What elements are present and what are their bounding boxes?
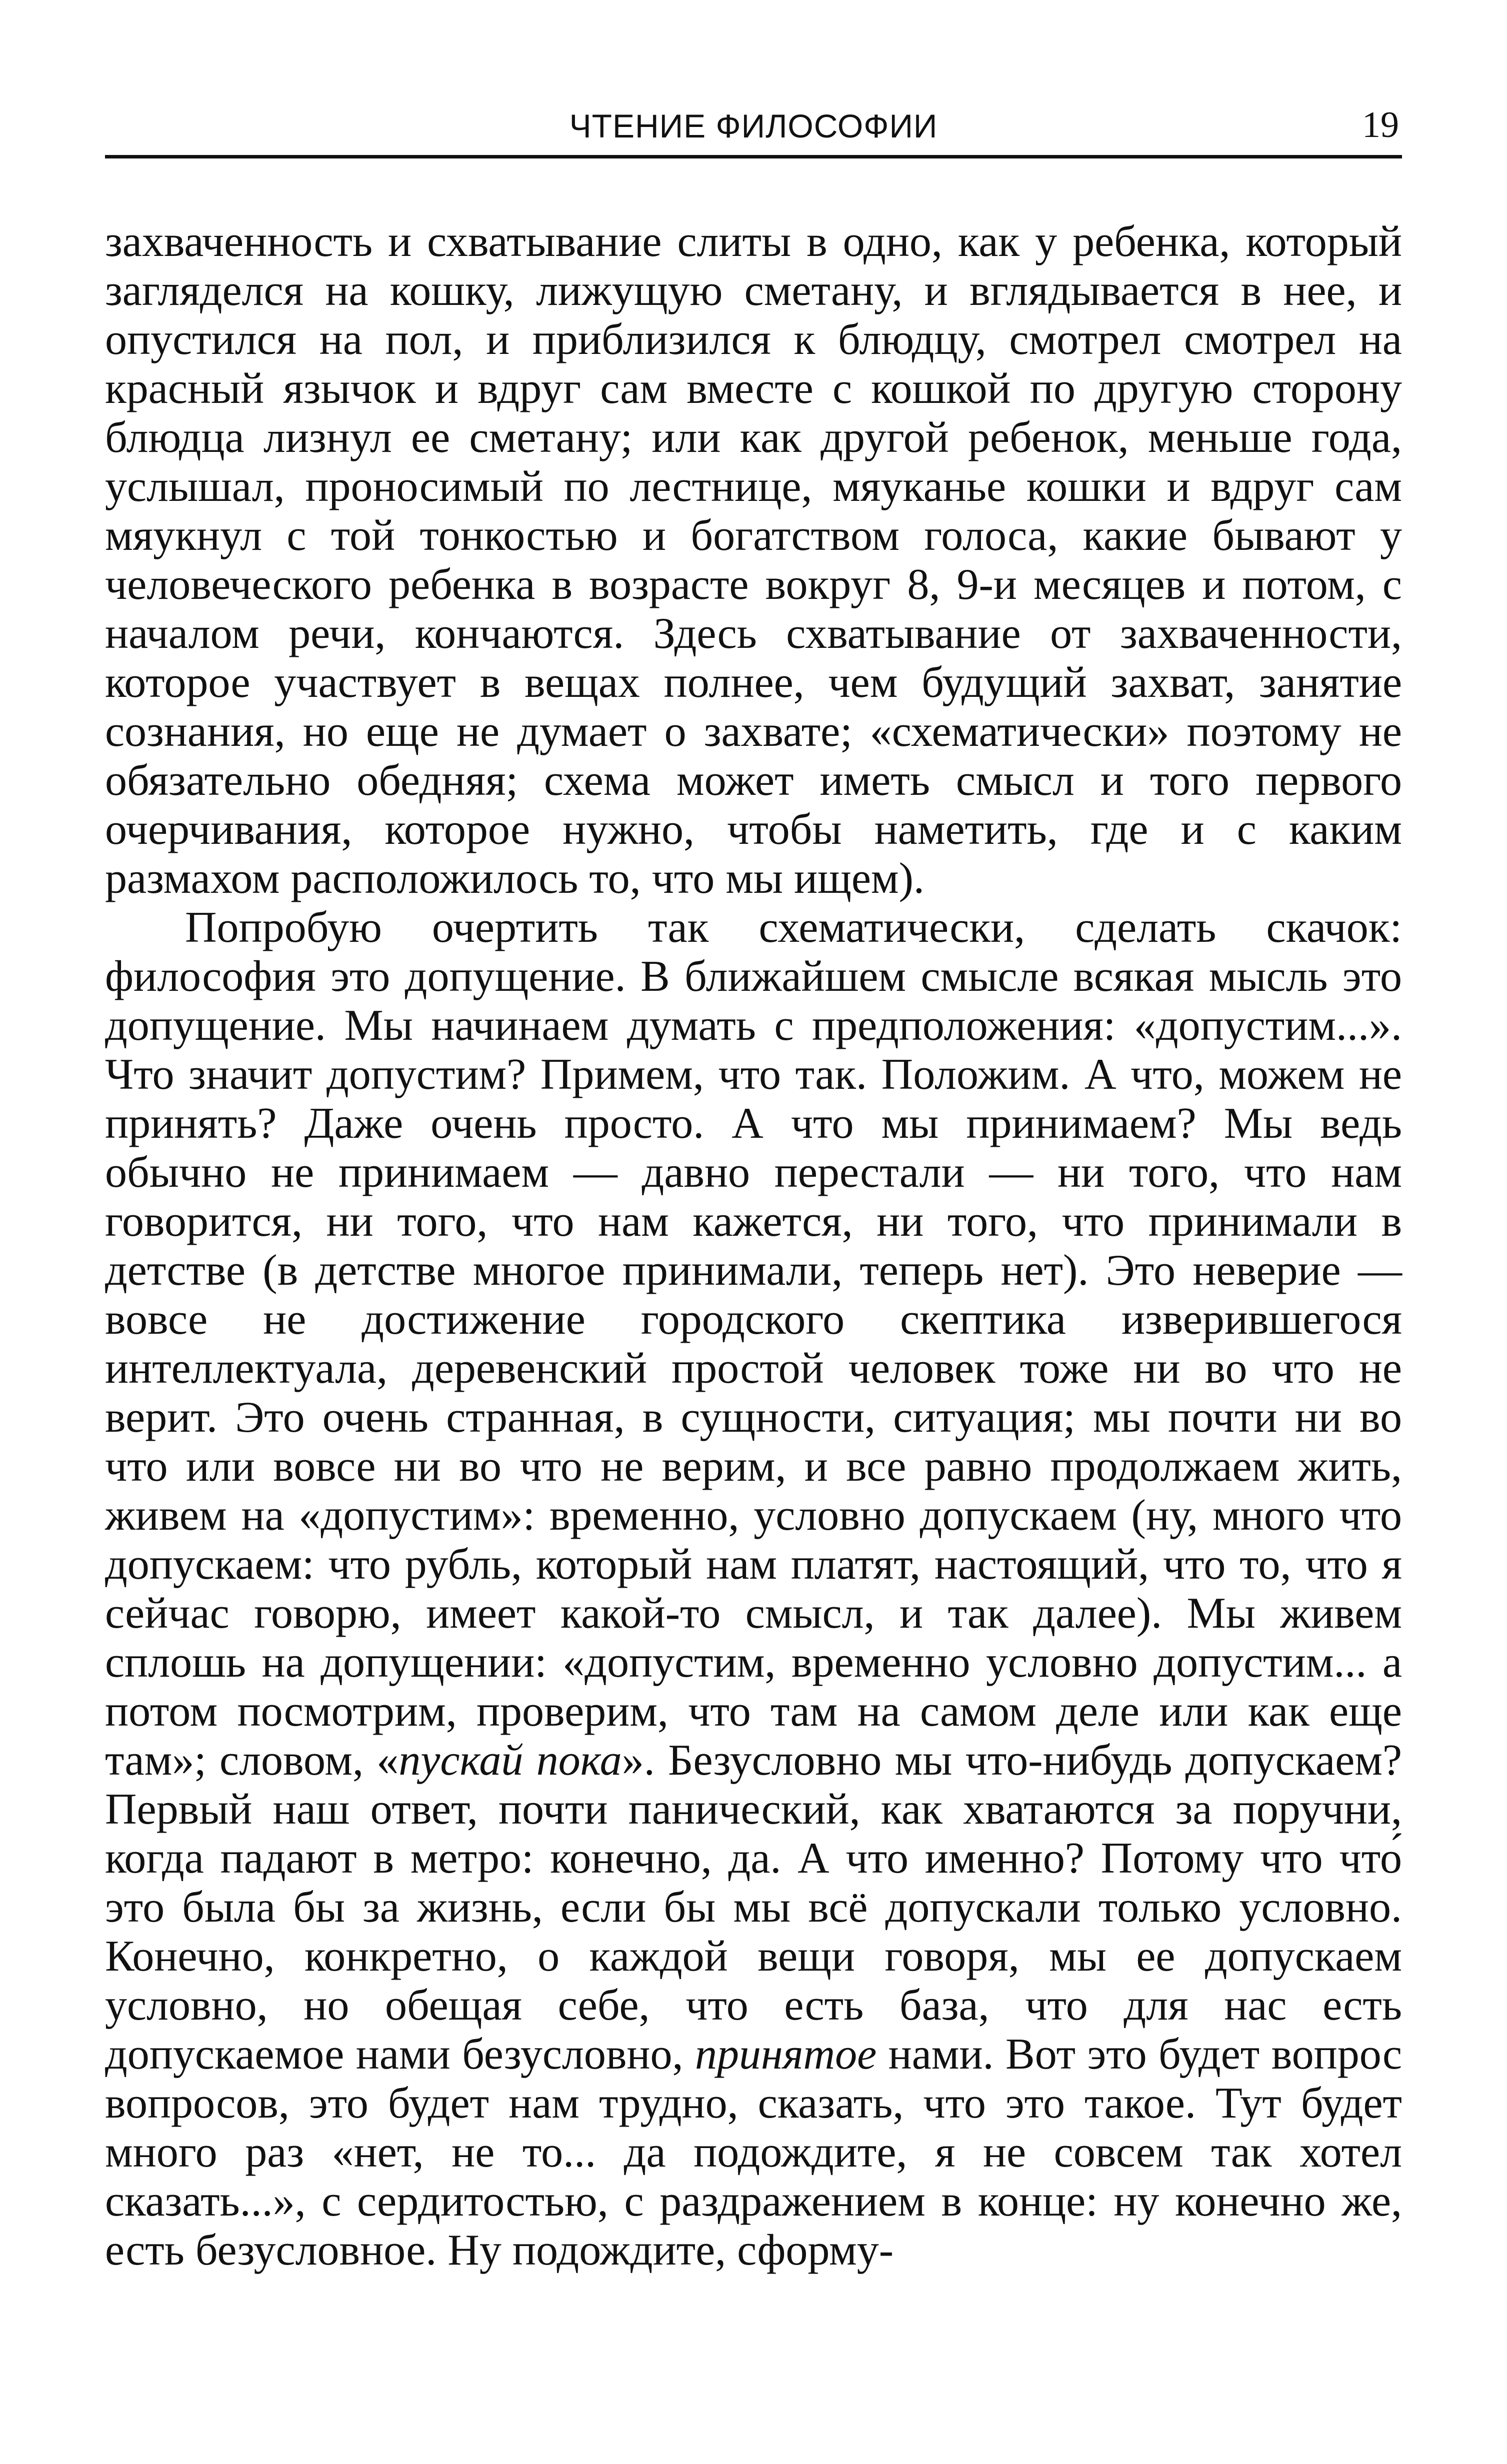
italic-phrase: пускай пока <box>398 1736 622 1785</box>
text-segment: нами. Вот это будет вопрос вопросов, это будет нам трудно, сказать, что это такое. Тут будет много раз «нет, не то... да подождите, я не совсем так хотел сказать...», с сердитостью, с раздражением в конце: ну конечно же, есть безусловное. Ну подождите, сформу- <box>105 2030 1402 2275</box>
page-number: 19 <box>1362 104 1399 145</box>
paragraph-2 <box>105 903 1402 2275</box>
text-segment: Попробую очертить так схематически, сделать скачок: философия это допущение. В ближайшем смысле всякая мысль это допущение. Мы начинаем думать с предположения: «допустим...». Что значит допустим? Примем, что так. Положим. А что, можем не принять? Даже очень просто. А что мы принимаем? Мы ведь обычно не принимаем — давно перестали — ни того, что нам говорится, ни того, что нам кажется, ни того, что принимали в детстве (в детстве многое принимали, теперь нет). Это неверие — вовсе не достижение городского скептика изверившегося интеллектуала, деревенский простой человек тоже ни во что не верит. Это очень странная, в сущности, ситуация; мы почти ни во что или вовсе ни во что не верим, и все равно продолжаем жить, живем на «допустим»: временно, условно допускаем (ну, много что допускаем: что рубль, который нам платят, настоящий, что то, что я сейчас говорю, имеет какой-то смысл, и так далее). Мы живем сплошь на допущении: «допустим, временно условно допустим... а потом посмотрим, проверим, что там на самом деле или как еще там»; словом, « <box>105 903 1402 1785</box>
text-segment: захваченность и схватывание слиты в одно, как у ребенка, который загляделся на кошку, лижущую сметану, и вглядывается в нее, и опустился на пол, и приблизился к блюдцу, смотрел смотрел на красный язычок и вдруг сам вместе с кошкой по другую сторону блюдца лизнул ее сметану; или как другой ребенок, меньше года, услышал, проносимый по лестнице, мяуканье кошки и вдруг сам мяукнул с той тонкостью и богатством голоса, какие бывают у человеческого ребенка в возрасте вокруг 8, 9-и месяцев и потом, с началом речи, кончаются. Здесь схватывание от захваченности, которое участвует в вещах полнее, чем будущий захват, занятие сознания, но еще не думает о захвате; «схематически» поэтому не обязательно обедняя; схема может иметь смысл и того первого очерчивания, которое нужно, чтобы наметить, где и с каким размахом расположилось то, что мы ищем). <box>105 217 1402 903</box>
italic-word: принятое <box>694 2030 877 2079</box>
body-text <box>105 217 1402 2275</box>
book-page <box>105 100 1402 2275</box>
running-head <box>105 100 1402 158</box>
running-title: ЧТЕНИЕ ФИЛОСОФИИ <box>569 107 938 144</box>
text-segment: ». Безусловно мы что-нибудь допускаем? Первый наш ответ, почти панический, как хватаются за поручни, когда падают в метро: конечно, да. А что именно? Потому что что́ это была бы за жизнь, если бы мы всё допускали только условно. Конечно, конкретно, о каждой вещи говоря, мы ее допускаем условно, но обещая себе, что есть база, что для нас есть допускаемое нами безусловно, <box>105 1736 1402 2079</box>
paragraph-1 <box>105 217 1402 903</box>
